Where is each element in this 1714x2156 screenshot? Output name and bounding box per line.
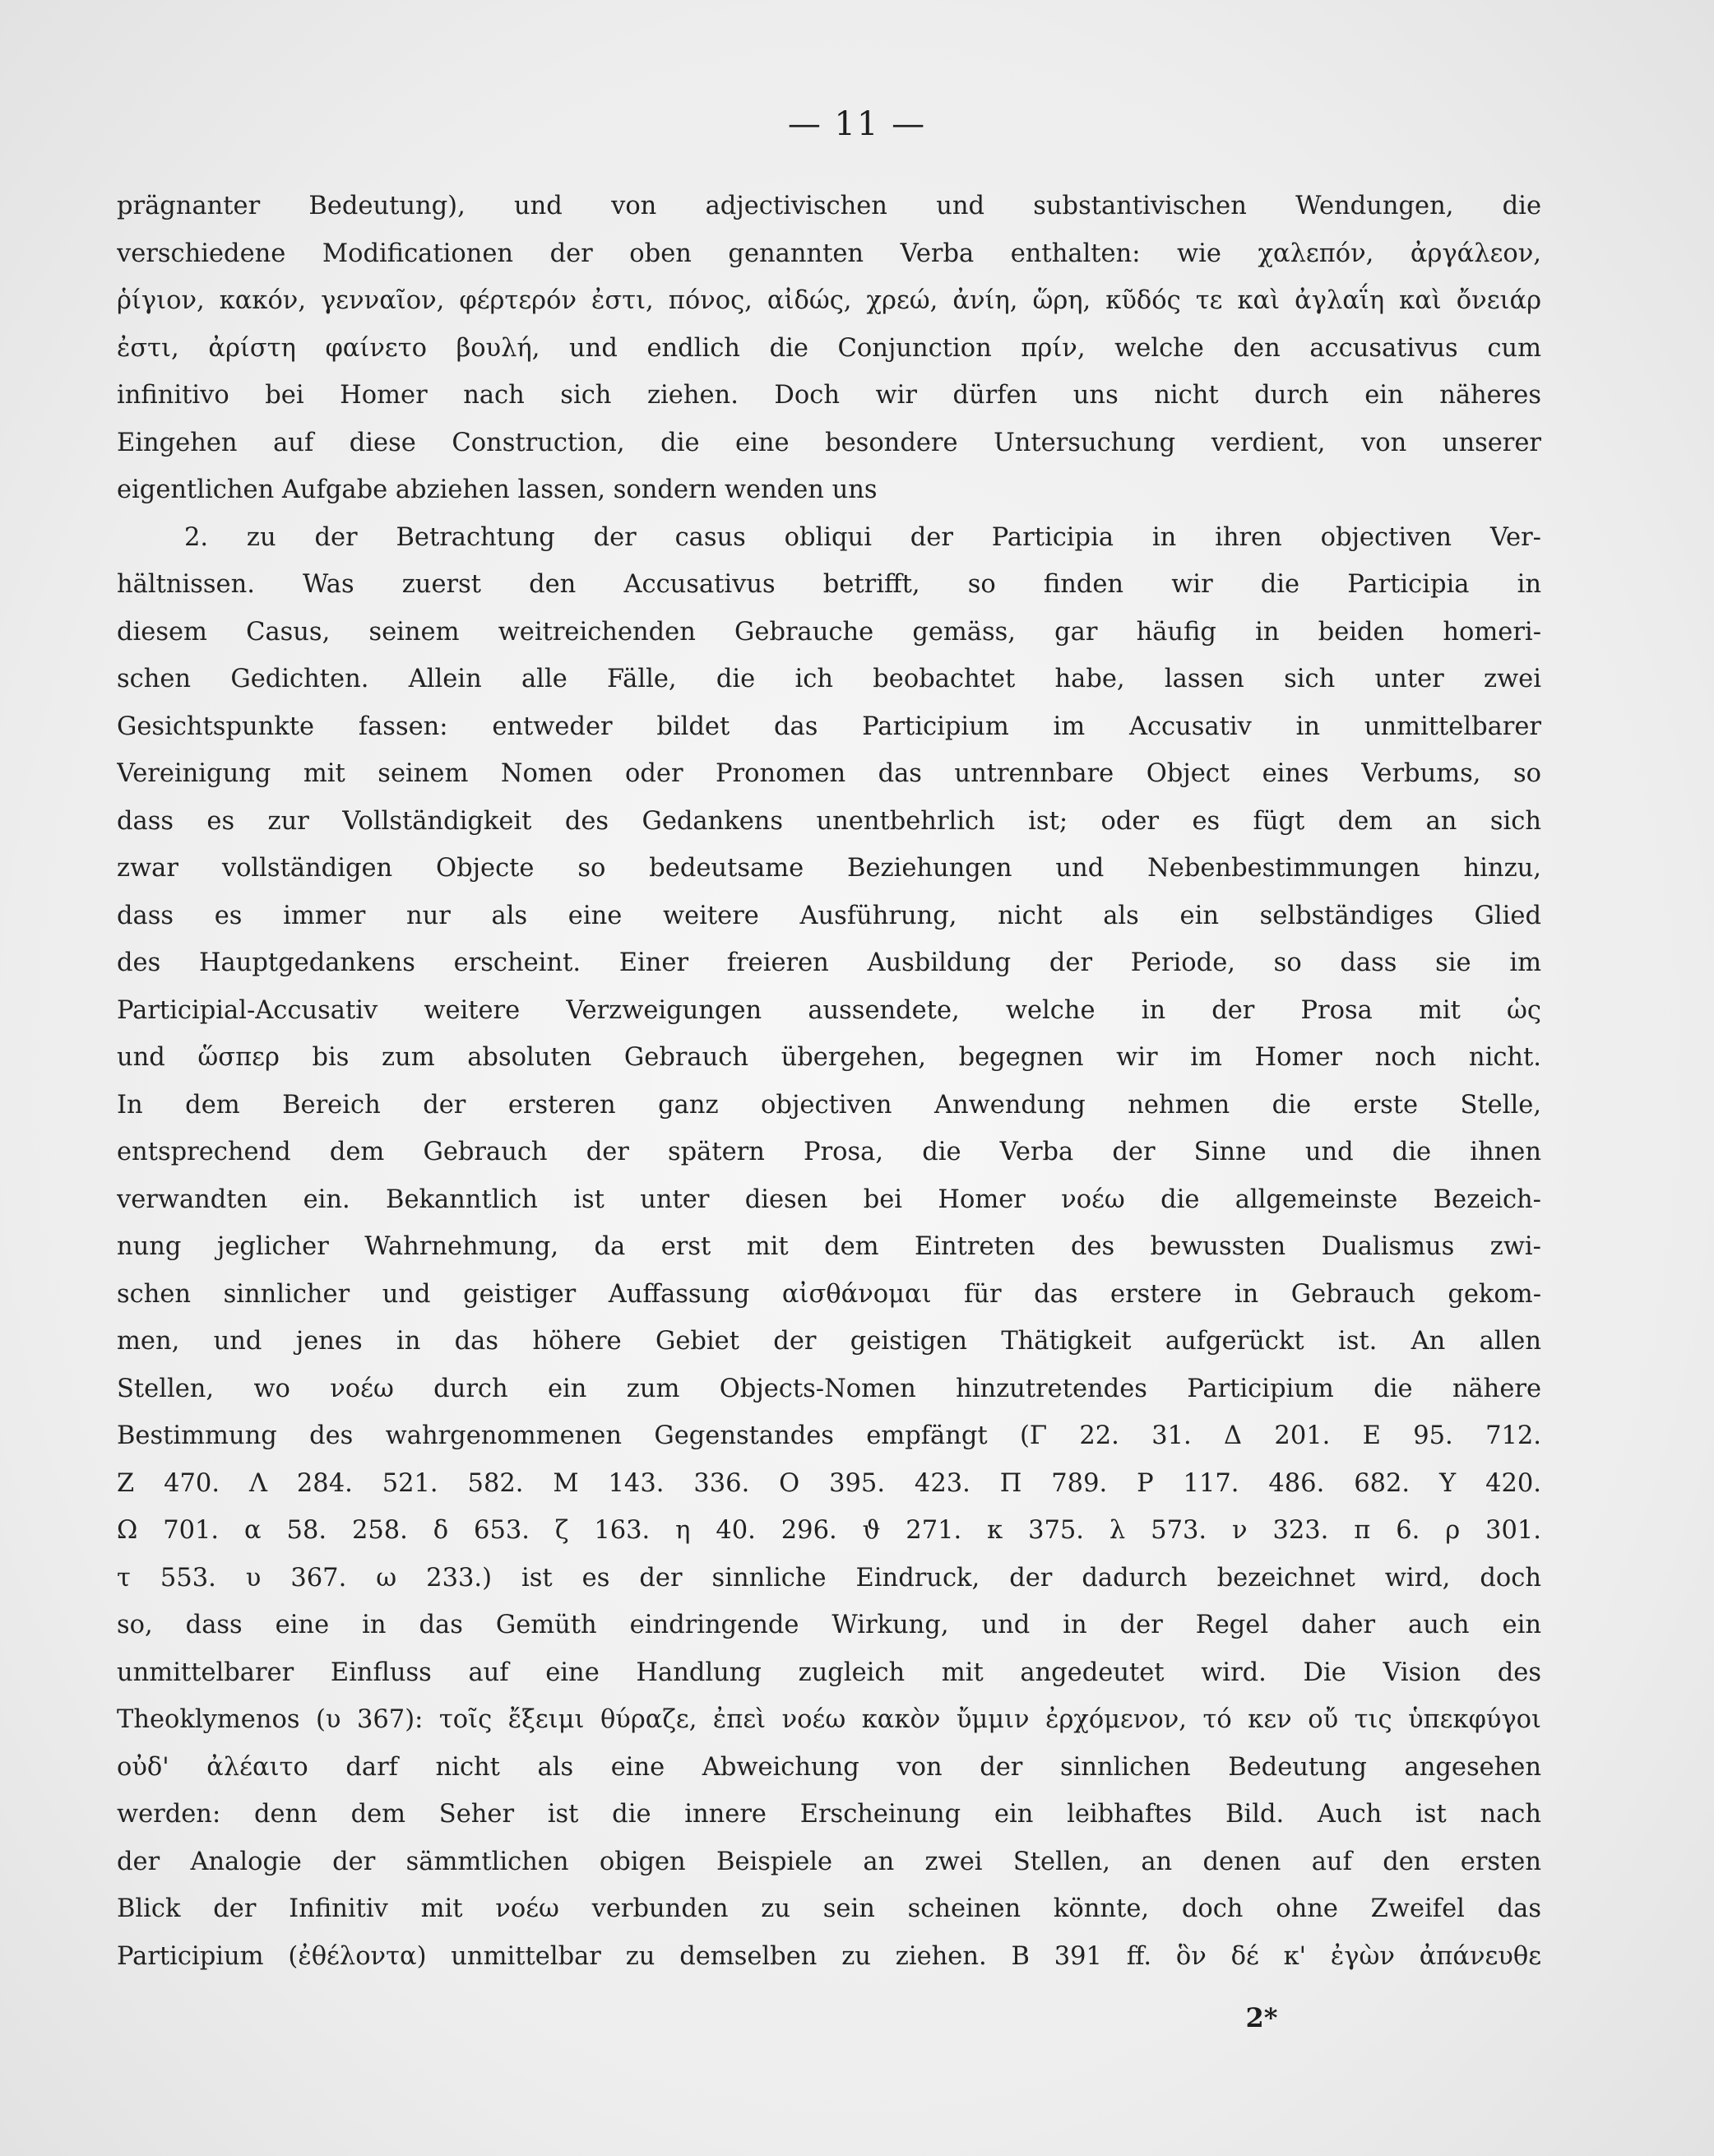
text-line: prägnanter Bedeutung), und von adjectivischen und substantivischen Wendungen, die: [117, 192, 1541, 220]
text-line: infinitivo bei Homer nach sich ziehen. Doch wir dürfen uns nicht durch ein näheres: [117, 381, 1541, 410]
text-line: schen Gedichten. Allein alle Fälle, die ich beobachtet habe, lassen sich unter zwei: [117, 665, 1541, 693]
text-line: nung jeglicher Wahrnehmung, da erst mit dem Eintreten des bewussten Dualismus zwi-: [117, 1232, 1541, 1261]
text-line: Eingehen auf diese Construction, die eine besondere Untersuchung verdient, von unserer: [117, 428, 1541, 457]
text-line: men, und jenes in das höhere Gebiet der geistigen Thätigkeit aufgerückt ist. An allen: [117, 1327, 1541, 1356]
text-line: unmittelbarer Einfluss auf eine Handlung zugleich mit angedeutet wird. Die Vision des: [117, 1658, 1541, 1687]
citation-line: Ω 701. α 58. 258. δ 653. ζ 163. η 40. 296. ϑ 271. κ 375. λ 573. ν 323. π 6. ρ 301.: [117, 1516, 1541, 1545]
text-line: οὐδ' ἀλέαιτο darf nicht als eine Abweichung von der sinnlichen Bedeutung angesehen: [117, 1752, 1541, 1782]
text-line: der Analogie der sämmtlichen obigen Beispiele an zwei Stellen, an denen auf den ersten: [117, 1847, 1541, 1876]
body-text: [117, 183, 1541, 1980]
text-line: werden: denn dem Seher ist die innere Erscheinung ein leibhaftes Bild. Auch ist nach: [117, 1800, 1541, 1829]
text-line: eigentlichen Aufgabe abziehen lassen, sondern wenden uns: [117, 475, 878, 504]
text-line: verwandten ein. Bekanntlich ist unter diesen bei Homer νοέω die allgemeinste Bezeich-: [117, 1185, 1541, 1214]
text-line: ἐστι, ἀρίστη φαίνετο βουλή, und endlich die Conjunction πρίν, welche den accusativus cum: [117, 333, 1541, 363]
text-line: Stellen, wo νοέω durch ein zum Objects-Nomen hinzutretendes Participium die nähere: [117, 1374, 1541, 1403]
text-line: hältnissen. Was zuerst den Accusativus betrifft, so finden wir die Participia in: [117, 570, 1541, 599]
signature-mark: 2*: [1245, 2002, 1278, 2033]
text-line: ῥίγιον, κακόν, γενναῖον, φέρτερόν ἐστι, πόνος, αἰδώς, χρεώ, ἀνίη, ὥρη, κῦδός τε καὶ ἀγλαΐη καὶ ὄνειάρ: [117, 286, 1541, 315]
text-line: Vereinigung mit seinem Nomen oder Pronomen das untrennbare Object eines Verbums, so: [117, 759, 1541, 788]
text-line: verschiedene Modificationen der oben genannten Verba enthalten: wie χαλεπόν, ἀργάλεον,: [117, 239, 1541, 268]
text-line: des Hauptgedankens erscheint. Einer freieren Ausbildung der Periode, so dass sie im: [117, 948, 1541, 977]
text-line: Gesichtspunkte fassen: entweder bildet das Participium im Accusativ in unmittelbarer: [117, 712, 1541, 741]
text-line: diesem Casus, seinem weitreichenden Gebrauche gemäss, gar häufig in beiden homeri-: [117, 617, 1541, 647]
text-line: Participium (ἐθέλοντα) unmittelbar zu demselben zu ziehen. Β 391 ff. ὃν δέ κ' ἐγὼν ἀπάνευθε: [117, 1941, 1541, 1971]
text-line: so, dass eine in das Gemüth eindringende Wirkung, und in der Regel daher auch ein: [117, 1611, 1541, 1639]
text-line: und ὥσπερ bis zum absoluten Gebrauch übergehen, begegnen wir im Homer noch nicht.: [117, 1043, 1541, 1072]
text-line: dass es zur Vollständigkeit des Gedankens unentbehrlich ist; oder es fügt dem an sich: [117, 806, 1541, 836]
text-line: schen sinnlicher und geistiger Auffassung αἰσθάνομαι für das erstere in Gebrauch gekom-: [117, 1279, 1541, 1309]
text-line: entsprechend dem Gebrauch der spätern Prosa, die Verba der Sinne und die ihnen: [117, 1138, 1541, 1166]
text-line: zwar vollständigen Objecte so bedeutsame Beziehungen und Nebenbestimmungen hinzu,: [117, 854, 1541, 883]
text-line: Bestimmung des wahrgenommenen Gegenstandes empfängt (Γ 22. 31. Δ 201. Ε 95. 712.: [117, 1421, 1541, 1450]
citation-line: Ζ 470. Λ 284. 521. 582. Μ 143. 336. Ο 395. 423. Π 789. Ρ 117. 486. 682. Υ 420.: [117, 1468, 1541, 1498]
section-heading-line: 2. zu der Betrachtung der casus obliqui der Participia in ihren objectiven Ver-: [184, 522, 1541, 552]
text-line: Participial-Accusativ weitere Verzweigungen aussendete, welche in der Prosa mit ὡς: [117, 995, 1541, 1025]
text-line: In dem Bereich der ersteren ganz objectiven Anwendung nehmen die erste Stelle,: [117, 1090, 1541, 1120]
text-line: τ 553. υ 367. ω 233.) ist es der sinnliche Eindruck, der dadurch bezeichnet wird, doch: [117, 1563, 1541, 1593]
text-line: Blick der Infinitiv mit νοέω verbunden zu sein scheinen könnte, doch ohne Zweifel das: [117, 1894, 1541, 1923]
page-number: — 11 —: [787, 105, 927, 143]
text-line: Theoklymenos (υ 367): τοῖς ἔξειμι θύραζε, ἐπεὶ νοέω κακὸν ὔμμιν ἐρχόμενον, τό κεν οὔ τις ὑπεκφύγοι: [117, 1705, 1541, 1734]
text-line: dass es immer nur als eine weitere Ausführung, nicht als ein selbständiges Glied: [117, 901, 1541, 930]
